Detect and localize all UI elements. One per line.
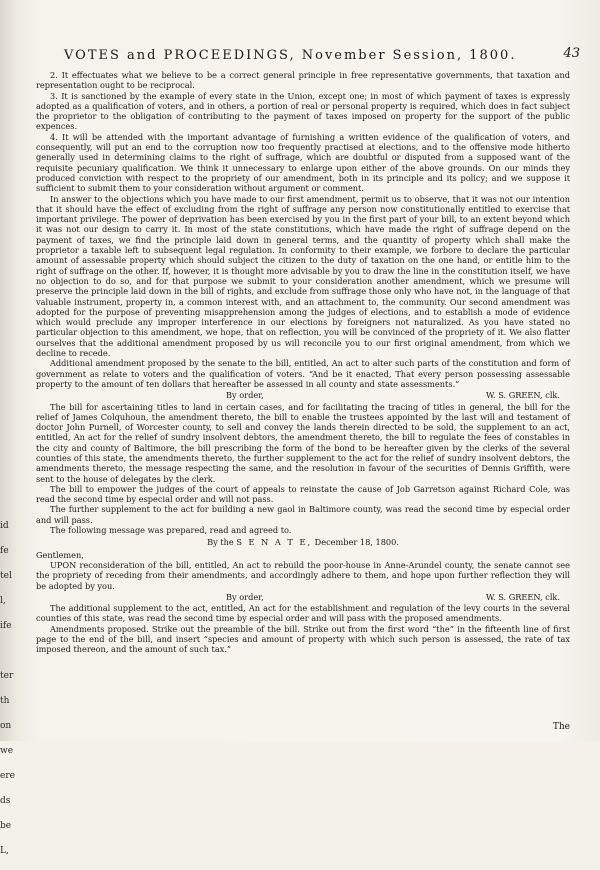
paragraph: In answer to the objections which you have made to our first amendment, permit us to observe, that it was not our intention that it should have the effect of excluding from the right of suffrage any person now constitutionally entitled to exercise that important privilege. The power of deprivation has been exercised by you in the first part of your bill, to an extent beyond which it was not our design to carry it. In most of the state constitutions, which have made the right of suffrage depend on the payment of taxes, we find the principle laid down in general terms, and the quantity of property which shall make the proprietor a taxable left to subsequent legal regulation. In conformity to their example, we forbore to declare the particular amount of assessable property which should subject the citizen to the duty of taxation on the one hand, or entitle him to the right of suffrage on the other. If, however, it is thought more advisable by you to draw the line in the constitution itself, we have no objection to do so, and for that purpose we submit to your consideration another amendment, which we presume will preserve the principle laid down in the bill of rights, and exclude from suffrage those only who have not, in the language of that valuable instrument, property in, a common interest with, and an attachment to, the community. Our second amendment was adopted for the purpose of preventing misapprehension among the judges of elections, and to establish a mode of evidence which would preclude any improper interference in our elections by foreigners not naturalized. As you have stated no particular objection to this amendment, we hope, that on reflection, you will be convinced of the propriety of it. We also flatter ourselves that the additional amendment proposed by us will reconcile you to our first original amendment, from which we decline to recede.	[36, 193, 570, 359]
clerk-signature: W. S. GREEN, clk.	[486, 390, 560, 401]
senate-label: S E N A T E,	[236, 537, 313, 548]
gutter-fragment: ter	[0, 671, 14, 681]
signature-block	[36, 390, 570, 400]
catchword: The	[552, 722, 570, 732]
paragraph: The bill to empower the judges of the court of appeals to reinstate the cause of Job Garretson against Richard Cole, was read the second time by especial order and will not pass.	[36, 483, 570, 505]
running-title: VOTES and PROCEEDINGS, November Session, 1800.	[64, 48, 517, 63]
gutter-fragment: L,	[0, 846, 9, 856]
paragraph: Additional amendment proposed by the senate to the bill, entitled, An act to alter such parts of the constitution and form of government as relate to voters and the qualification of voters. “And be it enacted, That every person possessing assessable property to the amount of ten dollars that hereafter be assessed in all county and state assessments.”	[36, 358, 570, 389]
gutter-fragment: tel	[0, 571, 12, 581]
gutter-fragment	[0, 645, 18, 670]
paragraph: Amendments proposed. Strike out the preamble of the bill. Strike out from the first word “the” in the fifteenth line of first page to the end of the bill, and insert “species and amount of property with which such person is assessed, the rate of tax imposed thereon, and the amount of such tax.”	[36, 623, 570, 655]
gutter-fragment: fe	[0, 546, 9, 556]
paragraph: The additional supplement to the act, entitled, An act for the establishment and regulation of the levy courts in the several counties of this state, was read the second time by especial order and will pass with the proposed amendments.	[36, 603, 570, 624]
paragraph: UPON reconsideration of the bill, entitled, An act to rebuild the poor-house in Anne-Arundel county, the senate cannot see the propriety of receding from their amendments, and accordingly adhere to them, and hope upon further reflection they will be adopted by you.	[36, 559, 570, 591]
gutter-fragment: l,	[0, 596, 6, 606]
paragraph: 2. It effectuates what we believe to be a correct general principle in free representative governments, that taxation and representation ought to be reciprocal.	[36, 70, 570, 91]
left-margin-fragments	[0, 520, 18, 870]
gutter-fragment: ife	[0, 621, 12, 631]
paragraph: 4. It will be attended with the important advantage of furnishing a written evidence of the qualification of voters, and consequently, will put an end to the corruption now too frequently practised at elections, and to the offensive mode hitherto generally used in determining claims to the right of suffrage, which are doubtful or disputed from a supposed want of the requisite pecuniary qualification. We think it unnecessary to enlarge upon either of the above grounds. On our minds they produced conviction with respect to the propriety of our amendment, both in its principle and its policy; and we suppose it sufficient to submit them to your consideration without argument or comment.	[36, 131, 570, 194]
paragraph: 3. It is sanctioned by the example of every state in the Union, except one; in most of which payment of taxes is expressly adopted as a qualification of voters, and in others, a portion of real or personal property is required, which does in fact subject the proprietor to the obligation of contributing to the payment of taxes imposed on property for the support of the public expences.	[36, 90, 570, 132]
message-date: December 18, 1800.	[314, 537, 399, 548]
gutter-fragment: be	[0, 821, 12, 831]
paragraph: The further supplement to the act for building a new gaol in Baltimore county, was read the second time by especial order and will pass.	[36, 504, 570, 525]
page-number: 43	[563, 46, 580, 61]
by-order: By order,	[226, 591, 264, 602]
signature-block	[36, 592, 570, 602]
paragraph: The following message was prepared, read and agreed to.	[50, 525, 292, 536]
clerk-signature: W. S. GREEN, clk.	[486, 591, 560, 602]
by-order: By order,	[226, 390, 264, 401]
gutter-fragment: th	[0, 696, 10, 706]
senate-heading	[36, 537, 570, 547]
body-text	[36, 70, 570, 655]
page-header	[64, 46, 580, 63]
gutter-fragment: we	[0, 746, 14, 756]
gutter-fragment: id	[0, 521, 9, 531]
gutter-fragment: ds	[0, 796, 11, 806]
paragraph: The bill for ascertaining titles to land in certain cases, and for facilitating the tracing of titles in general, the bill for the relief of James Colquhoun, the amendment thereto, the bill to enable the trustees appointed by the last will and testament of doctor John Purnell, of Worcester county, to sell and convey the lands therein directed to be sold, the supplement to an act, entitled, An act for the relief of sundry insolvent debtors, the amendment thereto, the bill to regulate the fees of constables in the city and county of Baltimore, the bill prescribing the form of the bond to be hereafter given by the clerks of the several counties of this state, the amendments thereto, the further supplement to the act for the relief of sundry insolvent debtors, the amendments thereto, the message respecting the same, and the resolution in favour of the securities of Dennis Griffith, were sent to the house of delegates by the clerk.	[36, 401, 570, 484]
salutation: Gentlemen,	[36, 549, 84, 560]
gutter-fragment: on	[0, 721, 12, 731]
by-the: By the	[207, 537, 234, 548]
gutter-fragment: ere	[0, 771, 15, 781]
